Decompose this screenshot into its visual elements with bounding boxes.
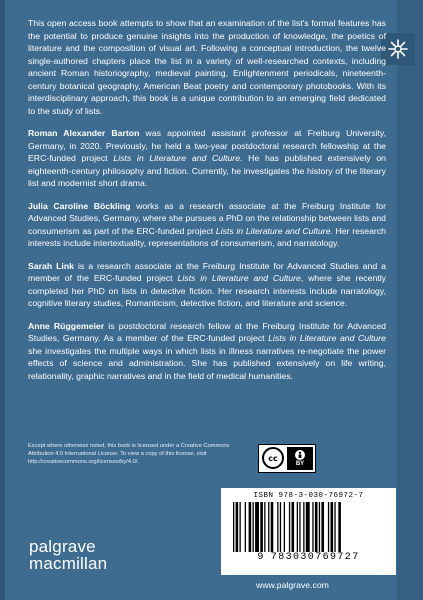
barcode-bar	[245, 502, 246, 552]
bio-text: was appointed assistant professor at Freiburg University, Germany, in 2020. Previously, he held a two-year postdoctoral research fellowship at the ERC-funded project	[28, 128, 386, 163]
bio-text: . He has published extensively on eighteenth-century philosophy and fiction. Currently, he investigates the history of the literary list and modernist short drama.	[28, 153, 386, 188]
barcode-bar	[289, 502, 290, 552]
back-cover-text	[28, 17, 386, 392]
barcode-bar	[303, 502, 304, 552]
publisher-name-line1: palgrave	[29, 537, 96, 556]
author-bio	[28, 320, 386, 383]
author-name: Anne Rüggemeier	[28, 320, 105, 331]
barcode-bar	[271, 502, 274, 552]
barcode-bar	[319, 502, 320, 552]
person-icon	[295, 450, 305, 460]
barcode-bar	[297, 502, 298, 552]
barcode-bar	[315, 502, 318, 552]
barcode-bar	[334, 502, 335, 552]
attribution-badge	[287, 447, 313, 470]
barcode-bar	[338, 502, 341, 552]
book-blurb: This open access book attempts to show that an examination of the list's formal features has the potential to produce genuine insights into the production of knowledge, the poetics of literature and the composition of visual art. Following a conceptual introduction, the twelve single-authored chapters place the list in a variety of well-researched contexts, including ancient Roman historiography, medieval painting, Enlightenment periodicals, nineteenth-century botanical geography, American Beat poetry and contemporary photobooks. With its interdisciplinary approach, this book is a unique contribution to an emerging field dedicated to the study of lists.	[28, 18, 386, 116]
barcode-bar	[284, 502, 285, 552]
barcode-bar	[280, 502, 281, 552]
bio-text: she investigates the multiple ways in which lists in illness narratives re-negotiate the power effects of science and administration. She has published extensively on life writing, relationality, graphic narratives and in the field of medical humanities.	[28, 345, 386, 381]
barcode-bar	[277, 502, 278, 552]
isbn-label: ISBN 978-3-030-76972-7	[253, 492, 364, 500]
bio-text: is postdoctoral research fellow at the Freiburg Institute for Advanced Studies, Germany. As a member of the ERC-funded project	[28, 320, 386, 343]
barcode-bar	[331, 502, 334, 552]
barcode-bar	[292, 502, 295, 552]
barcode-number	[221, 552, 396, 563]
barcode-bar	[299, 502, 300, 552]
barcode-bar	[328, 502, 329, 552]
bio-text: is a research associate at the Freiburg Institute for Advanced Studies and a member of the ERC-funded project	[28, 260, 386, 283]
barcode-bar	[321, 502, 324, 552]
barcode-icon	[233, 502, 384, 552]
project-title: Lists in Literature and Culture	[268, 333, 386, 343]
project-title: Lists in Literature and Culture	[113, 153, 241, 163]
publisher-logo	[29, 538, 107, 572]
barcode-bar	[236, 502, 239, 552]
bio-text: , where she recently completed her PhD on lists in detective fiction. Her research interests include narratology, cognitive literary studies, Romanticism, detective fiction, and literature and science.	[28, 273, 386, 308]
author-name: Julia Caroline Böckling	[28, 200, 131, 211]
barcode-bar	[253, 502, 254, 552]
barcode-bar	[268, 502, 269, 552]
cover-right-band	[397, 0, 423, 600]
creative-commons-by-icon	[258, 444, 316, 473]
cc-symbol: cc	[262, 447, 284, 469]
author-bio	[28, 127, 386, 190]
barcode-bar	[260, 502, 263, 552]
barcode-bar	[249, 502, 252, 552]
open-access-star-icon	[381, 33, 415, 65]
license-notice: Except where otherwise noted, this book is licensed under a Creative Commons Attribution 4.0 International License. To view a copy of this license, visit http://creativecommons.org/licenses/by/4.0/.	[28, 443, 230, 466]
project-title: Lists in Literature and Culture	[215, 225, 331, 236]
publisher-url: www.palgrave.com	[256, 580, 329, 590]
barcode-bar	[240, 502, 241, 552]
author-bio	[28, 200, 386, 250]
barcode-bar	[255, 502, 259, 552]
bio-text: works as a research associate at the Freiburg Institute for Advanced Studies, Germany, where she pursues a PhD on the relationship between lists and consumerism as part of the ERC-funded project	[28, 200, 386, 236]
by-label: BY	[295, 460, 305, 467]
bio-text: . Her research interests include intertextuality, representations of consumerism, and narratology.	[28, 225, 386, 248]
barcode-bar	[306, 502, 310, 552]
barcode-panel	[221, 488, 396, 575]
barcode-bar	[264, 502, 265, 552]
author-name: Roman Alexander Barton	[28, 128, 140, 138]
author-bio	[28, 260, 386, 310]
barcode-lead-digit: 9	[257, 552, 265, 563]
barcode-bar	[233, 502, 234, 552]
project-title: Lists in Literature and Culture	[177, 273, 301, 283]
cover-spine-edge	[0, 0, 5, 600]
barcode-digits: 783030769727	[270, 552, 360, 563]
publisher-name-line2: macmillan	[29, 554, 108, 573]
author-name: Sarah Link	[28, 260, 74, 271]
barcode-bar	[312, 502, 313, 552]
